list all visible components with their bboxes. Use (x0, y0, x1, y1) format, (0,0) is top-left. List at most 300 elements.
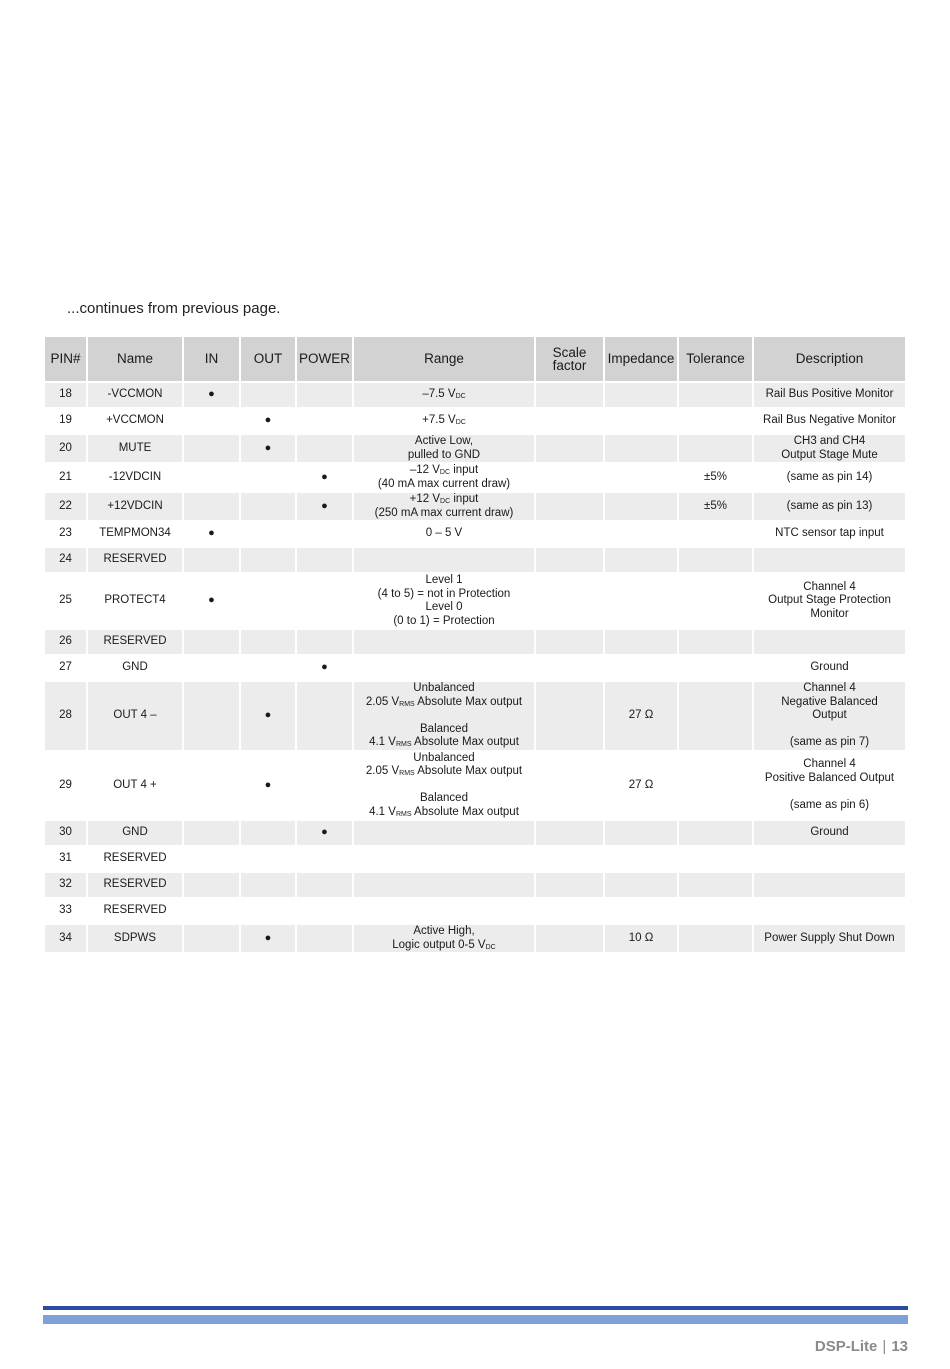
range-line (356, 792, 532, 806)
table-row (45, 899, 905, 923)
range-text: Absolute Max output (411, 736, 519, 748)
page-footer (815, 1338, 908, 1355)
range-cell (354, 873, 534, 897)
power-marker (297, 925, 352, 952)
in-marker (184, 435, 239, 462)
description-line: Rail Bus Positive Monitor (765, 388, 894, 401)
tolerance (679, 821, 752, 845)
range-text: Logic output 0-5 V (392, 938, 486, 951)
power-marker (297, 899, 352, 923)
range-subscript: DC (485, 943, 496, 951)
in-marker (184, 630, 239, 654)
power-marker (297, 409, 352, 433)
in-marker (184, 899, 239, 923)
table-row (45, 409, 905, 433)
header-pin: PIN# (45, 337, 86, 381)
range-line (356, 696, 532, 710)
description-line: Positive Balanced Output (764, 771, 895, 784)
range-line (356, 601, 532, 615)
table-row (45, 383, 905, 407)
range-subscript: RMS (399, 770, 415, 777)
continues-note: ...continues from previous page. (67, 300, 281, 317)
bullet-dot-icon: ● (264, 441, 272, 454)
range-text: 4.1 V (369, 736, 396, 748)
range-text: Absolute Max output (414, 765, 523, 777)
out-marker (241, 493, 295, 520)
pin-name: RESERVED (88, 548, 182, 572)
pin-name: PROTECT4 (88, 574, 182, 628)
in-marker (184, 752, 239, 820)
bullet-dot-icon: ● (208, 527, 215, 540)
out-marker (241, 752, 295, 820)
pin-name: +VCCMON (88, 409, 182, 433)
description-cell (754, 383, 905, 407)
bullet-dot-icon: ● (264, 931, 272, 944)
range-line (356, 736, 532, 750)
range-text: –12 V (409, 464, 440, 476)
pin-number: 30 (45, 821, 86, 845)
range-text: –7.5 V (422, 388, 456, 401)
pin-number: 34 (45, 925, 86, 952)
scale-factor (536, 682, 603, 750)
scale-factor (536, 899, 603, 923)
out-marker (241, 925, 295, 952)
pin-name: TEMPMON34 (88, 522, 182, 546)
range-text: (40 mA max current draw) (377, 477, 511, 490)
description-cell (754, 522, 905, 546)
range-cell (354, 752, 534, 820)
power-marker (297, 752, 352, 820)
description-cell (754, 752, 905, 820)
pin-name: SDPWS (88, 925, 182, 952)
power-marker (297, 847, 352, 871)
range-text: (250 mA max current draw) (374, 506, 514, 519)
description-cell (754, 630, 905, 654)
out-marker (241, 656, 295, 680)
impedance (605, 464, 677, 491)
bullet-dot-icon: ● (321, 826, 328, 839)
scale-factor (536, 409, 603, 433)
impedance (605, 847, 677, 871)
scale-factor (536, 548, 603, 572)
header-power: POWER (297, 337, 352, 381)
range-text: (0 to 1) = Protection (393, 614, 495, 627)
description-line: Ground (810, 826, 849, 839)
pin-name: -VCCMON (88, 383, 182, 407)
description-line: NTC sensor tap input (775, 527, 884, 540)
table-row (45, 630, 905, 654)
range-text: Absolute Max output (414, 695, 523, 708)
description-cell (754, 435, 905, 462)
bullet-dot-icon: ● (208, 388, 215, 401)
tolerance (679, 899, 752, 923)
tolerance (679, 435, 752, 462)
header-impedance: Impedance (605, 337, 677, 381)
range-cell (354, 574, 534, 628)
header-tolerance: Tolerance (679, 337, 752, 381)
bullet-dot-icon: ● (321, 499, 328, 512)
in-marker (184, 821, 239, 845)
out-marker (241, 899, 295, 923)
range-subscript: DC (440, 498, 451, 505)
range-line (356, 939, 532, 953)
description-line: Power Supply Shut Down (764, 931, 895, 944)
scale-factor (536, 383, 603, 407)
table-row (45, 873, 905, 897)
bullet-dot-icon: ● (208, 594, 215, 607)
impedance (605, 548, 677, 572)
power-marker (297, 682, 352, 750)
pin-name: RESERVED (88, 847, 182, 871)
bullet-dot-icon: ● (264, 778, 272, 791)
range-cell (354, 548, 534, 572)
tolerance (679, 409, 752, 433)
footer-page-number: 13 (891, 1338, 908, 1355)
range-cell (354, 493, 534, 520)
table-row (45, 847, 905, 871)
range-line (356, 464, 532, 478)
out-marker (241, 630, 295, 654)
tolerance (679, 873, 752, 897)
pin-name: RESERVED (88, 899, 182, 923)
table-body (45, 383, 905, 952)
table-row (45, 548, 905, 572)
range-text: +12 V (409, 493, 441, 505)
in-marker (184, 682, 239, 750)
scale-factor (536, 847, 603, 871)
impedance: 10 Ω (605, 925, 677, 952)
tolerance (679, 925, 752, 952)
out-marker (241, 383, 295, 407)
footer-separator: | (882, 1338, 887, 1355)
header-range: Range (354, 337, 534, 381)
power-marker (297, 435, 352, 462)
out-marker (241, 409, 295, 433)
impedance (605, 821, 677, 845)
description-line: Monitor (810, 607, 849, 620)
out-marker (241, 847, 295, 871)
scale-factor (536, 435, 603, 462)
range-line (356, 709, 532, 723)
pin-number: 22 (45, 493, 86, 520)
pin-number: 24 (45, 548, 86, 572)
tolerance: ±5% (679, 464, 752, 491)
impedance (605, 435, 677, 462)
pin-number: 28 (45, 682, 86, 750)
description-cell (754, 464, 905, 491)
description-line: Output Stage Protection (768, 594, 891, 607)
tolerance (679, 752, 752, 820)
power-marker (297, 656, 352, 680)
scale-factor (536, 873, 603, 897)
in-marker (184, 548, 239, 572)
out-marker (241, 574, 295, 628)
impedance: 27 Ω (605, 752, 677, 820)
table-row (45, 925, 905, 952)
description-line: Channel 4 (803, 682, 856, 694)
scale-factor (536, 493, 603, 520)
table-row (45, 493, 905, 520)
description-line: (same as pin 6) (789, 798, 870, 811)
range-text: Active Low, (414, 435, 474, 447)
range-text: +7.5 V (422, 414, 456, 427)
description-cell (754, 899, 905, 923)
description-cell (754, 847, 905, 871)
range-line (356, 765, 532, 779)
range-cell (354, 435, 534, 462)
impedance (605, 656, 677, 680)
impedance (605, 409, 677, 433)
range-line (356, 779, 532, 793)
scale-factor (536, 925, 603, 952)
scale-factor (536, 821, 603, 845)
description-cell (754, 409, 905, 433)
description-line: Output (812, 709, 847, 721)
range-cell (354, 656, 534, 680)
out-marker (241, 821, 295, 845)
tolerance (679, 522, 752, 546)
range-text: Level 1 (425, 574, 463, 586)
tolerance (679, 847, 752, 871)
pin-table (43, 335, 907, 954)
pin-number: 20 (45, 435, 86, 462)
pin-name: GND (88, 821, 182, 845)
description-cell (754, 574, 905, 628)
pin-number: 23 (45, 522, 86, 546)
range-text: input (450, 493, 479, 505)
pin-name: +12VDCIN (88, 493, 182, 520)
range-subscript: DC (439, 469, 451, 476)
power-marker (297, 630, 352, 654)
impedance (605, 899, 677, 923)
in-marker (184, 464, 239, 491)
impedance (605, 493, 677, 520)
bullet-dot-icon: ● (321, 661, 328, 674)
pin-number: 21 (45, 464, 86, 491)
impedance (605, 383, 677, 407)
description-line: (same as pin 7) (789, 736, 870, 748)
out-marker (241, 682, 295, 750)
table-row (45, 522, 905, 546)
range-text: (4 to 5) = not in Protection (377, 587, 511, 600)
tolerance (679, 656, 752, 680)
in-marker (184, 383, 239, 407)
tolerance (679, 574, 752, 628)
in-marker (184, 493, 239, 520)
description-line: Channel 4 (803, 758, 856, 771)
power-marker (297, 493, 352, 520)
description-cell (754, 493, 905, 520)
range-subscript: RMS (395, 810, 412, 818)
table-row (45, 656, 905, 680)
description-cell (754, 682, 905, 750)
out-marker (241, 873, 295, 897)
impedance (605, 630, 677, 654)
in-marker (184, 873, 239, 897)
range-text: input (450, 464, 479, 476)
range-line (356, 682, 532, 696)
footer-rule-dark (43, 1306, 908, 1310)
description-line (756, 723, 903, 737)
range-cell (354, 682, 534, 750)
power-marker (297, 464, 352, 491)
range-text: Absolute Max output (411, 805, 519, 818)
power-marker (297, 548, 352, 572)
scale-factor (536, 522, 603, 546)
range-line (356, 435, 532, 449)
range-cell (354, 383, 534, 407)
range-text: 0 – 5 V (425, 527, 463, 540)
scale-factor (536, 574, 603, 628)
power-marker (297, 574, 352, 628)
pin-number: 31 (45, 847, 86, 871)
range-cell (354, 630, 534, 654)
range-line (356, 478, 532, 492)
table-row (45, 574, 905, 628)
range-cell (354, 821, 534, 845)
range-line (356, 574, 532, 588)
table-header-row (45, 337, 905, 381)
in-marker (184, 522, 239, 546)
range-line (356, 449, 532, 463)
description-line (756, 785, 903, 799)
tolerance (679, 548, 752, 572)
bullet-dot-icon: ● (264, 709, 272, 721)
range-text: Balanced (420, 792, 468, 804)
range-cell (354, 925, 534, 952)
footer-product: DSP-Lite (814, 1338, 878, 1355)
tolerance: ±5% (679, 493, 752, 520)
pin-number: 32 (45, 873, 86, 897)
pin-number: 25 (45, 574, 86, 628)
range-line (356, 493, 532, 507)
description-line: CH3 and CH4 (793, 435, 866, 447)
description-line: (same as pin 14) (786, 470, 873, 483)
scale-factor (536, 630, 603, 654)
pin-name: MUTE (88, 435, 182, 462)
range-subscript: RMS (395, 741, 412, 748)
range-line (356, 925, 532, 939)
bullet-dot-icon: ● (321, 470, 328, 483)
description-cell (754, 925, 905, 952)
bullet-dot-icon: ● (264, 414, 272, 427)
range-cell (354, 522, 534, 546)
power-marker (297, 522, 352, 546)
table-row (45, 752, 905, 820)
range-text: Level 0 (425, 601, 463, 613)
range-text: Balanced (420, 722, 468, 735)
in-marker (184, 847, 239, 871)
range-line (356, 414, 532, 428)
impedance (605, 574, 677, 628)
table-row (45, 435, 905, 462)
range-text: Active High, (413, 925, 475, 937)
out-marker (241, 464, 295, 491)
description-cell (754, 821, 905, 845)
pin-number: 19 (45, 409, 86, 433)
range-cell (354, 409, 534, 433)
out-marker (241, 548, 295, 572)
pin-number: 27 (45, 656, 86, 680)
range-line (356, 723, 532, 737)
pin-number: 29 (45, 752, 86, 820)
description-line: Output Stage Mute (781, 448, 878, 461)
description-line: Negative Balanced (781, 695, 878, 708)
description-cell (754, 548, 905, 572)
impedance (605, 522, 677, 546)
range-line (356, 752, 532, 766)
pin-name: RESERVED (88, 873, 182, 897)
header-name: Name (88, 337, 182, 381)
tolerance (679, 630, 752, 654)
table-row (45, 682, 905, 750)
tolerance (679, 383, 752, 407)
in-marker (184, 409, 239, 433)
range-line (356, 527, 532, 541)
range-text: pulled to GND (407, 448, 481, 461)
header-scale-factor: Scale factor (536, 337, 603, 381)
range-subscript: DC (455, 419, 466, 427)
description-line: Channel 4 (803, 580, 856, 593)
table-row (45, 464, 905, 491)
range-text: Unbalanced (413, 682, 475, 694)
pin-name: RESERVED (88, 630, 182, 654)
pin-name: OUT 4 + (88, 752, 182, 820)
in-marker (184, 925, 239, 952)
range-line (356, 588, 532, 602)
description-line: Rail Bus Negative Monitor (763, 414, 896, 427)
range-subscript: DC (455, 393, 466, 401)
power-marker (297, 873, 352, 897)
power-marker (297, 821, 352, 845)
pin-number: 33 (45, 899, 86, 923)
range-cell (354, 847, 534, 871)
description-line: Ground (810, 661, 849, 674)
power-marker (297, 383, 352, 407)
scale-factor (536, 464, 603, 491)
range-cell (354, 899, 534, 923)
pin-name: GND (88, 656, 182, 680)
header-in: IN (184, 337, 239, 381)
header-out: OUT (241, 337, 295, 381)
range-subscript: RMS (399, 700, 415, 708)
tolerance (679, 682, 752, 750)
footer-rule-light (43, 1315, 908, 1324)
in-marker (184, 656, 239, 680)
range-text: 2.05 V (365, 765, 400, 777)
range-cell (354, 464, 534, 491)
impedance: 27 Ω (605, 682, 677, 750)
description-line: (same as pin 13) (786, 499, 873, 512)
impedance (605, 873, 677, 897)
range-line (356, 388, 532, 402)
header-description: Description (754, 337, 905, 381)
range-text: 2.05 V (365, 695, 400, 708)
pin-number: 26 (45, 630, 86, 654)
range-line (356, 806, 532, 820)
range-line (356, 507, 532, 521)
out-marker (241, 435, 295, 462)
table-row (45, 821, 905, 845)
description-cell (754, 656, 905, 680)
pin-name: OUT 4 – (88, 682, 182, 750)
range-line (356, 615, 532, 629)
scale-factor (536, 752, 603, 820)
in-marker (184, 574, 239, 628)
pin-number: 18 (45, 383, 86, 407)
description-cell (754, 873, 905, 897)
range-text: Unbalanced (413, 751, 475, 764)
